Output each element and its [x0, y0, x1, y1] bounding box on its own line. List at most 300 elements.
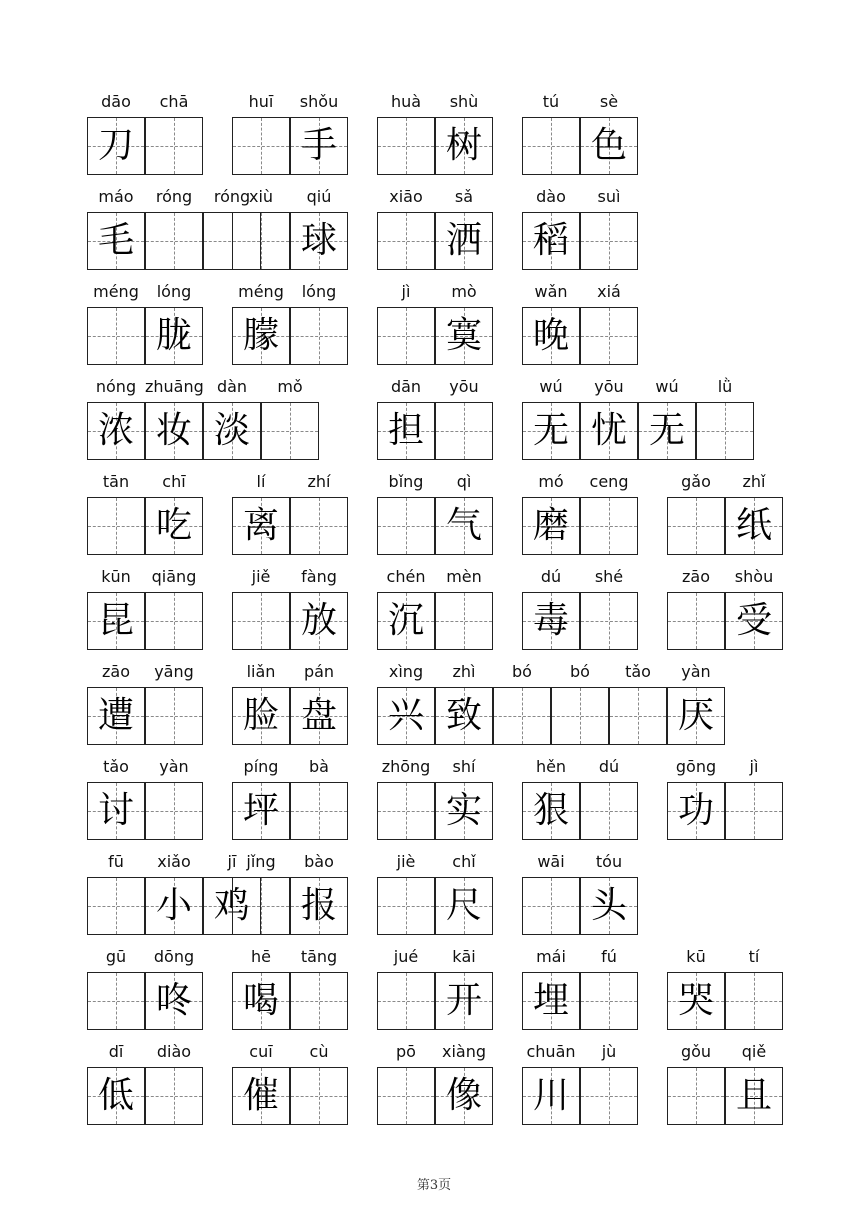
empty-writing-cell[interactable] [87, 497, 145, 555]
hanzi-character: 川 [532, 1075, 569, 1116]
grid-guide-horizontal [378, 526, 434, 527]
pinyin-label: jué [393, 947, 419, 966]
hanzi-character: 报 [300, 885, 337, 926]
pinyin-label: dāo [101, 92, 131, 111]
character-cell [87, 212, 145, 270]
grid-guide-horizontal [726, 811, 782, 812]
pinyin-label: dōng [153, 947, 195, 966]
pinyin-label: gū [105, 947, 127, 966]
empty-writing-cell[interactable] [377, 1067, 435, 1125]
pinyin-label: pán [303, 662, 335, 681]
hanzi-character: 淡 [213, 410, 250, 451]
pinyin-label: jì [749, 757, 759, 776]
pinyin-label: chā [159, 92, 189, 111]
pinyin-label: chǐ [452, 852, 476, 871]
character-cell [667, 687, 725, 745]
grid-guide-horizontal [233, 241, 289, 242]
empty-writing-cell[interactable] [522, 117, 580, 175]
pinyin-label: lóng [156, 282, 192, 301]
pinyin-label: qiāng [151, 567, 197, 586]
hanzi-character: 致 [445, 695, 482, 736]
grid-guide-horizontal [88, 1001, 144, 1002]
pinyin-label: méng [238, 282, 284, 301]
empty-writing-cell[interactable] [725, 782, 783, 840]
hanzi-character: 洒 [445, 220, 482, 261]
pinyin-label: shù [449, 92, 479, 111]
character-cell [638, 402, 696, 460]
grid-guide-horizontal [88, 906, 144, 907]
hanzi-character: 实 [445, 790, 482, 831]
empty-writing-cell[interactable] [377, 117, 435, 175]
grid-guide-horizontal [146, 716, 202, 717]
empty-writing-cell[interactable] [232, 592, 290, 650]
hanzi-character: 离 [242, 505, 279, 546]
pinyin-label: kāi [452, 947, 476, 966]
empty-writing-cell[interactable] [435, 402, 493, 460]
grid-guide-horizontal [610, 716, 666, 717]
hanzi-character: 气 [445, 505, 482, 546]
pinyin-label: wú [539, 377, 563, 396]
hanzi-character: 纸 [735, 505, 772, 546]
page-number: 第3页 [416, 1178, 452, 1193]
grid-guide-horizontal [378, 811, 434, 812]
pinyin-label: bǐng [388, 472, 424, 491]
hanzi-character: 寞 [445, 315, 482, 356]
grid-guide-horizontal [378, 146, 434, 147]
pinyin-label: jī [227, 852, 237, 871]
hanzi-character: 讨 [97, 790, 134, 831]
grid-guide-horizontal [494, 716, 550, 717]
grid-guide-horizontal [581, 1096, 637, 1097]
pinyin-label: hěn [535, 757, 567, 776]
empty-writing-cell[interactable] [667, 1067, 725, 1125]
empty-writing-cell[interactable] [87, 877, 145, 935]
grid-guide-horizontal [581, 621, 637, 622]
empty-writing-cell[interactable] [377, 782, 435, 840]
character-cell [522, 307, 580, 365]
character-cell [435, 687, 493, 745]
empty-writing-cell[interactable] [609, 687, 667, 745]
grid-guide-horizontal [233, 621, 289, 622]
pinyin-label: lí [256, 472, 266, 491]
hanzi-character: 且 [735, 1075, 772, 1116]
hanzi-character: 像 [445, 1075, 482, 1116]
pinyin-label: qiú [306, 187, 332, 206]
hanzi-character: 哭 [677, 980, 714, 1021]
empty-writing-cell[interactable] [377, 307, 435, 365]
pinyin-label: chuān [526, 1042, 576, 1061]
pinyin-label: mò [451, 282, 477, 301]
grid-guide-horizontal [668, 1096, 724, 1097]
empty-writing-cell[interactable] [145, 117, 203, 175]
pinyin-label: jù [601, 1042, 617, 1061]
pinyin-label: yàn [681, 662, 711, 681]
character-cell [87, 782, 145, 840]
pinyin-label: cuī [249, 1042, 273, 1061]
pinyin-label: kūn [101, 567, 131, 586]
pinyin-label: qiě [741, 1042, 767, 1061]
pinyin-label: jǐng [246, 852, 276, 871]
grid-guide-horizontal [378, 906, 434, 907]
empty-writing-cell[interactable] [580, 1067, 638, 1125]
pinyin-label: yōu [594, 377, 624, 396]
character-cell [145, 307, 203, 365]
pinyin-label: yāng [154, 662, 194, 681]
hanzi-character: 脸 [242, 695, 279, 736]
empty-writing-cell[interactable] [377, 877, 435, 935]
character-cell [232, 497, 290, 555]
pinyin-label: huà [390, 92, 422, 111]
character-cell [145, 972, 203, 1030]
grid-guide-horizontal [291, 1096, 347, 1097]
empty-writing-cell[interactable] [493, 687, 551, 745]
empty-writing-cell[interactable] [145, 592, 203, 650]
hanzi-character: 无 [532, 410, 569, 451]
hanzi-character: 担 [387, 410, 424, 451]
character-cell [435, 117, 493, 175]
grid-guide-horizontal [262, 431, 318, 432]
character-cell [435, 782, 493, 840]
pinyin-label: zhōng [381, 757, 431, 776]
pinyin-label: yōu [449, 377, 479, 396]
empty-writing-cell[interactable] [377, 972, 435, 1030]
hanzi-character: 浓 [97, 410, 134, 451]
pinyin-label: ceng [589, 472, 629, 491]
pinyin-label: xiǎo [157, 852, 191, 871]
character-cell [435, 212, 493, 270]
hanzi-character: 树 [445, 125, 482, 166]
character-cell [232, 1067, 290, 1125]
pinyin-label: zhí [307, 472, 331, 491]
character-cell [435, 497, 493, 555]
pinyin-label: tí [748, 947, 760, 966]
character-cell [580, 117, 638, 175]
grid-guide-horizontal [146, 621, 202, 622]
pinyin-label: bà [309, 757, 329, 776]
empty-writing-cell[interactable] [580, 497, 638, 555]
character-cell [522, 782, 580, 840]
empty-writing-cell[interactable] [551, 687, 609, 745]
grid-guide-horizontal [726, 1001, 782, 1002]
grid-guide-horizontal [581, 811, 637, 812]
pinyin-label: dàn [216, 377, 248, 396]
hanzi-character: 吃 [155, 505, 192, 546]
hanzi-character: 遭 [97, 695, 134, 736]
pinyin-label: yàn [159, 757, 189, 776]
character-cell [580, 402, 638, 460]
empty-writing-cell[interactable] [87, 307, 145, 365]
pinyin-label: nóng [95, 377, 137, 396]
character-cell [522, 402, 580, 460]
pinyin-label: píng [243, 757, 279, 776]
pinyin-label: zhuāng [145, 377, 204, 396]
pinyin-label: mǒ [277, 377, 303, 396]
empty-writing-cell[interactable] [145, 1067, 203, 1125]
grid-guide-horizontal [697, 431, 753, 432]
pinyin-label: róng [155, 187, 193, 206]
empty-writing-cell[interactable] [377, 497, 435, 555]
pinyin-label: mèn [446, 567, 482, 586]
hanzi-character: 放 [300, 600, 337, 641]
pinyin-label: gǒu [680, 1042, 712, 1061]
hanzi-character: 忧 [590, 410, 627, 451]
character-cell [232, 307, 290, 365]
character-cell [377, 592, 435, 650]
hanzi-character: 开 [445, 980, 482, 1021]
empty-writing-cell[interactable] [290, 1067, 348, 1125]
pinyin-label: dān [390, 377, 422, 396]
grid-guide-horizontal [436, 431, 492, 432]
pinyin-label: fū [108, 852, 124, 871]
empty-writing-cell[interactable] [87, 972, 145, 1030]
pinyin-label: mái [536, 947, 566, 966]
empty-writing-cell[interactable] [580, 592, 638, 650]
character-cell [725, 497, 783, 555]
pinyin-label: diào [156, 1042, 192, 1061]
grid-guide-horizontal [378, 241, 434, 242]
pinyin-label: méng [93, 282, 139, 301]
empty-writing-cell[interactable] [377, 212, 435, 270]
pinyin-label: tāng [300, 947, 338, 966]
grid-guide-horizontal [146, 241, 202, 242]
pinyin-label: dào [536, 187, 566, 206]
character-cell [377, 402, 435, 460]
empty-writing-cell[interactable] [232, 117, 290, 175]
grid-guide-horizontal [581, 1001, 637, 1002]
hanzi-character: 喝 [242, 980, 279, 1021]
grid-guide-horizontal [233, 906, 289, 907]
character-cell [522, 212, 580, 270]
grid-guide-horizontal [88, 526, 144, 527]
character-cell [232, 972, 290, 1030]
pinyin-label: xiàng [441, 1042, 486, 1061]
grid-guide-horizontal [436, 621, 492, 622]
hanzi-character: 盘 [300, 695, 337, 736]
hanzi-character: 刀 [97, 125, 134, 166]
empty-writing-cell[interactable] [290, 782, 348, 840]
hanzi-character: 兴 [387, 695, 424, 736]
grid-guide-horizontal [523, 146, 579, 147]
pinyin-label: bó [512, 662, 532, 681]
hanzi-character: 坪 [242, 790, 279, 831]
empty-writing-cell[interactable] [145, 782, 203, 840]
pinyin-label: zāo [682, 567, 710, 586]
pinyin-label: dú [540, 567, 562, 586]
character-cell [87, 687, 145, 745]
hanzi-character: 催 [242, 1075, 279, 1116]
grid-guide-horizontal [291, 526, 347, 527]
pinyin-label: wú [655, 377, 679, 396]
character-cell [522, 1067, 580, 1125]
grid-guide-horizontal [581, 526, 637, 527]
character-cell [667, 972, 725, 1030]
empty-writing-cell[interactable] [145, 687, 203, 745]
hanzi-character: 晚 [532, 315, 569, 356]
empty-writing-cell[interactable] [145, 212, 203, 270]
hanzi-character: 尺 [445, 885, 482, 926]
pinyin-label: jiè [396, 852, 416, 871]
character-cell [522, 972, 580, 1030]
hanzi-character: 咚 [155, 980, 192, 1021]
empty-writing-cell[interactable] [667, 592, 725, 650]
grid-guide-horizontal [668, 621, 724, 622]
empty-writing-cell[interactable] [435, 592, 493, 650]
hanzi-character: 埋 [532, 980, 569, 1021]
pinyin-label: cù [309, 1042, 329, 1061]
hanzi-character: 沉 [387, 600, 424, 641]
pinyin-label: fàng [301, 567, 337, 586]
pinyin-label: xìng [388, 662, 424, 681]
hanzi-character: 厌 [677, 695, 714, 736]
empty-writing-cell[interactable] [232, 877, 290, 935]
hanzi-character: 无 [648, 410, 685, 451]
character-cell [667, 782, 725, 840]
pinyin-label: liǎn [246, 662, 276, 681]
character-cell [87, 1067, 145, 1125]
empty-writing-cell[interactable] [290, 972, 348, 1030]
pinyin-label: jiě [251, 567, 271, 586]
grid-guide-horizontal [581, 241, 637, 242]
empty-writing-cell[interactable] [580, 782, 638, 840]
hanzi-character: 功 [677, 790, 714, 831]
pinyin-label: máo [98, 187, 134, 206]
character-cell [435, 972, 493, 1030]
empty-writing-cell[interactable] [290, 307, 348, 365]
pinyin-label: bó [570, 662, 590, 681]
hanzi-character: 球 [300, 220, 337, 261]
grid-guide-horizontal [146, 1096, 202, 1097]
hanzi-character: 妆 [155, 410, 192, 451]
pinyin-label: róng [213, 187, 251, 206]
hanzi-character: 毒 [532, 600, 569, 641]
pinyin-label: lǜ [717, 377, 733, 396]
character-cell [522, 497, 580, 555]
character-cell [87, 117, 145, 175]
character-cell [290, 687, 348, 745]
grid-guide-horizontal [523, 906, 579, 907]
character-cell [87, 592, 145, 650]
grid-guide-horizontal [291, 811, 347, 812]
hanzi-character: 朦 [242, 315, 279, 356]
empty-writing-cell[interactable] [580, 212, 638, 270]
grid-guide-horizontal [552, 716, 608, 717]
empty-writing-cell[interactable] [580, 972, 638, 1030]
empty-writing-cell[interactable] [667, 497, 725, 555]
pinyin-label: tǎo [103, 757, 129, 776]
pinyin-label: dú [598, 757, 620, 776]
hanzi-character: 狠 [532, 790, 569, 831]
character-cell [203, 402, 261, 460]
grid-guide-horizontal [291, 1001, 347, 1002]
hanzi-character: 头 [590, 885, 627, 926]
grid-guide-horizontal [146, 811, 202, 812]
grid-guide-horizontal [88, 336, 144, 337]
grid-guide-horizontal [378, 336, 434, 337]
pinyin-label: suì [597, 187, 621, 206]
hanzi-character: 鸡 [213, 885, 250, 926]
grid-guide-horizontal [233, 146, 289, 147]
pinyin-label: gōng [675, 757, 717, 776]
character-cell [232, 687, 290, 745]
grid-guide-horizontal [378, 1001, 434, 1002]
pinyin-label: xiāo [389, 187, 423, 206]
pinyin-label: tóu [595, 852, 623, 871]
character-cell [435, 1067, 493, 1125]
grid-guide-horizontal [291, 336, 347, 337]
character-cell [435, 307, 493, 365]
character-cell [145, 877, 203, 935]
pinyin-label: huī [248, 92, 274, 111]
pinyin-label: sè [599, 92, 619, 111]
character-cell [580, 877, 638, 935]
pinyin-label: gǎo [681, 472, 711, 491]
grid-guide-horizontal [378, 1096, 434, 1097]
pinyin-label: hē [251, 947, 271, 966]
hanzi-character: 胧 [155, 315, 192, 356]
hanzi-character: 毛 [97, 220, 134, 261]
character-cell [725, 1067, 783, 1125]
empty-writing-cell[interactable] [580, 307, 638, 365]
pinyin-label: bào [304, 852, 334, 871]
hanzi-character: 低 [97, 1075, 134, 1116]
pinyin-label: qì [456, 472, 472, 491]
pinyin-label: pō [396, 1042, 416, 1061]
character-cell [290, 117, 348, 175]
pinyin-label: jì [401, 282, 411, 301]
pinyin-label: zāo [102, 662, 130, 681]
pinyin-label: sǎ [454, 187, 474, 206]
empty-writing-cell[interactable] [725, 972, 783, 1030]
empty-writing-cell[interactable] [261, 402, 319, 460]
character-cell [290, 592, 348, 650]
pinyin-label: tān [102, 472, 130, 491]
pinyin-label: mó [538, 472, 564, 491]
grid-guide-horizontal [146, 146, 202, 147]
hanzi-character: 磨 [532, 505, 569, 546]
empty-writing-cell[interactable] [522, 877, 580, 935]
pinyin-label: dī [108, 1042, 124, 1061]
character-cell [290, 877, 348, 935]
pinyin-label: wǎn [534, 282, 568, 301]
pinyin-label: xiá [597, 282, 621, 301]
grid-guide-horizontal [581, 336, 637, 337]
pinyin-label: shé [594, 567, 624, 586]
character-cell [725, 592, 783, 650]
pinyin-label: kū [686, 947, 706, 966]
character-cell [145, 402, 203, 460]
character-cell [290, 212, 348, 270]
empty-writing-cell[interactable] [232, 212, 290, 270]
pinyin-label: shòu [734, 567, 774, 586]
character-cell [87, 402, 145, 460]
character-cell [145, 497, 203, 555]
character-cell [232, 782, 290, 840]
pinyin-label: chén [386, 567, 426, 586]
hanzi-character: 受 [735, 600, 772, 641]
grid-guide-horizontal [668, 526, 724, 527]
character-cell [435, 877, 493, 935]
pinyin-label: wāi [537, 852, 565, 871]
empty-writing-cell[interactable] [290, 497, 348, 555]
pinyin-label: tú [542, 92, 560, 111]
character-cell [522, 592, 580, 650]
pinyin-label: lóng [301, 282, 337, 301]
empty-writing-cell[interactable] [696, 402, 754, 460]
character-cell [377, 687, 435, 745]
pinyin-label: fú [601, 947, 617, 966]
hanzi-character: 昆 [97, 600, 134, 641]
pinyin-label: shí [452, 757, 476, 776]
